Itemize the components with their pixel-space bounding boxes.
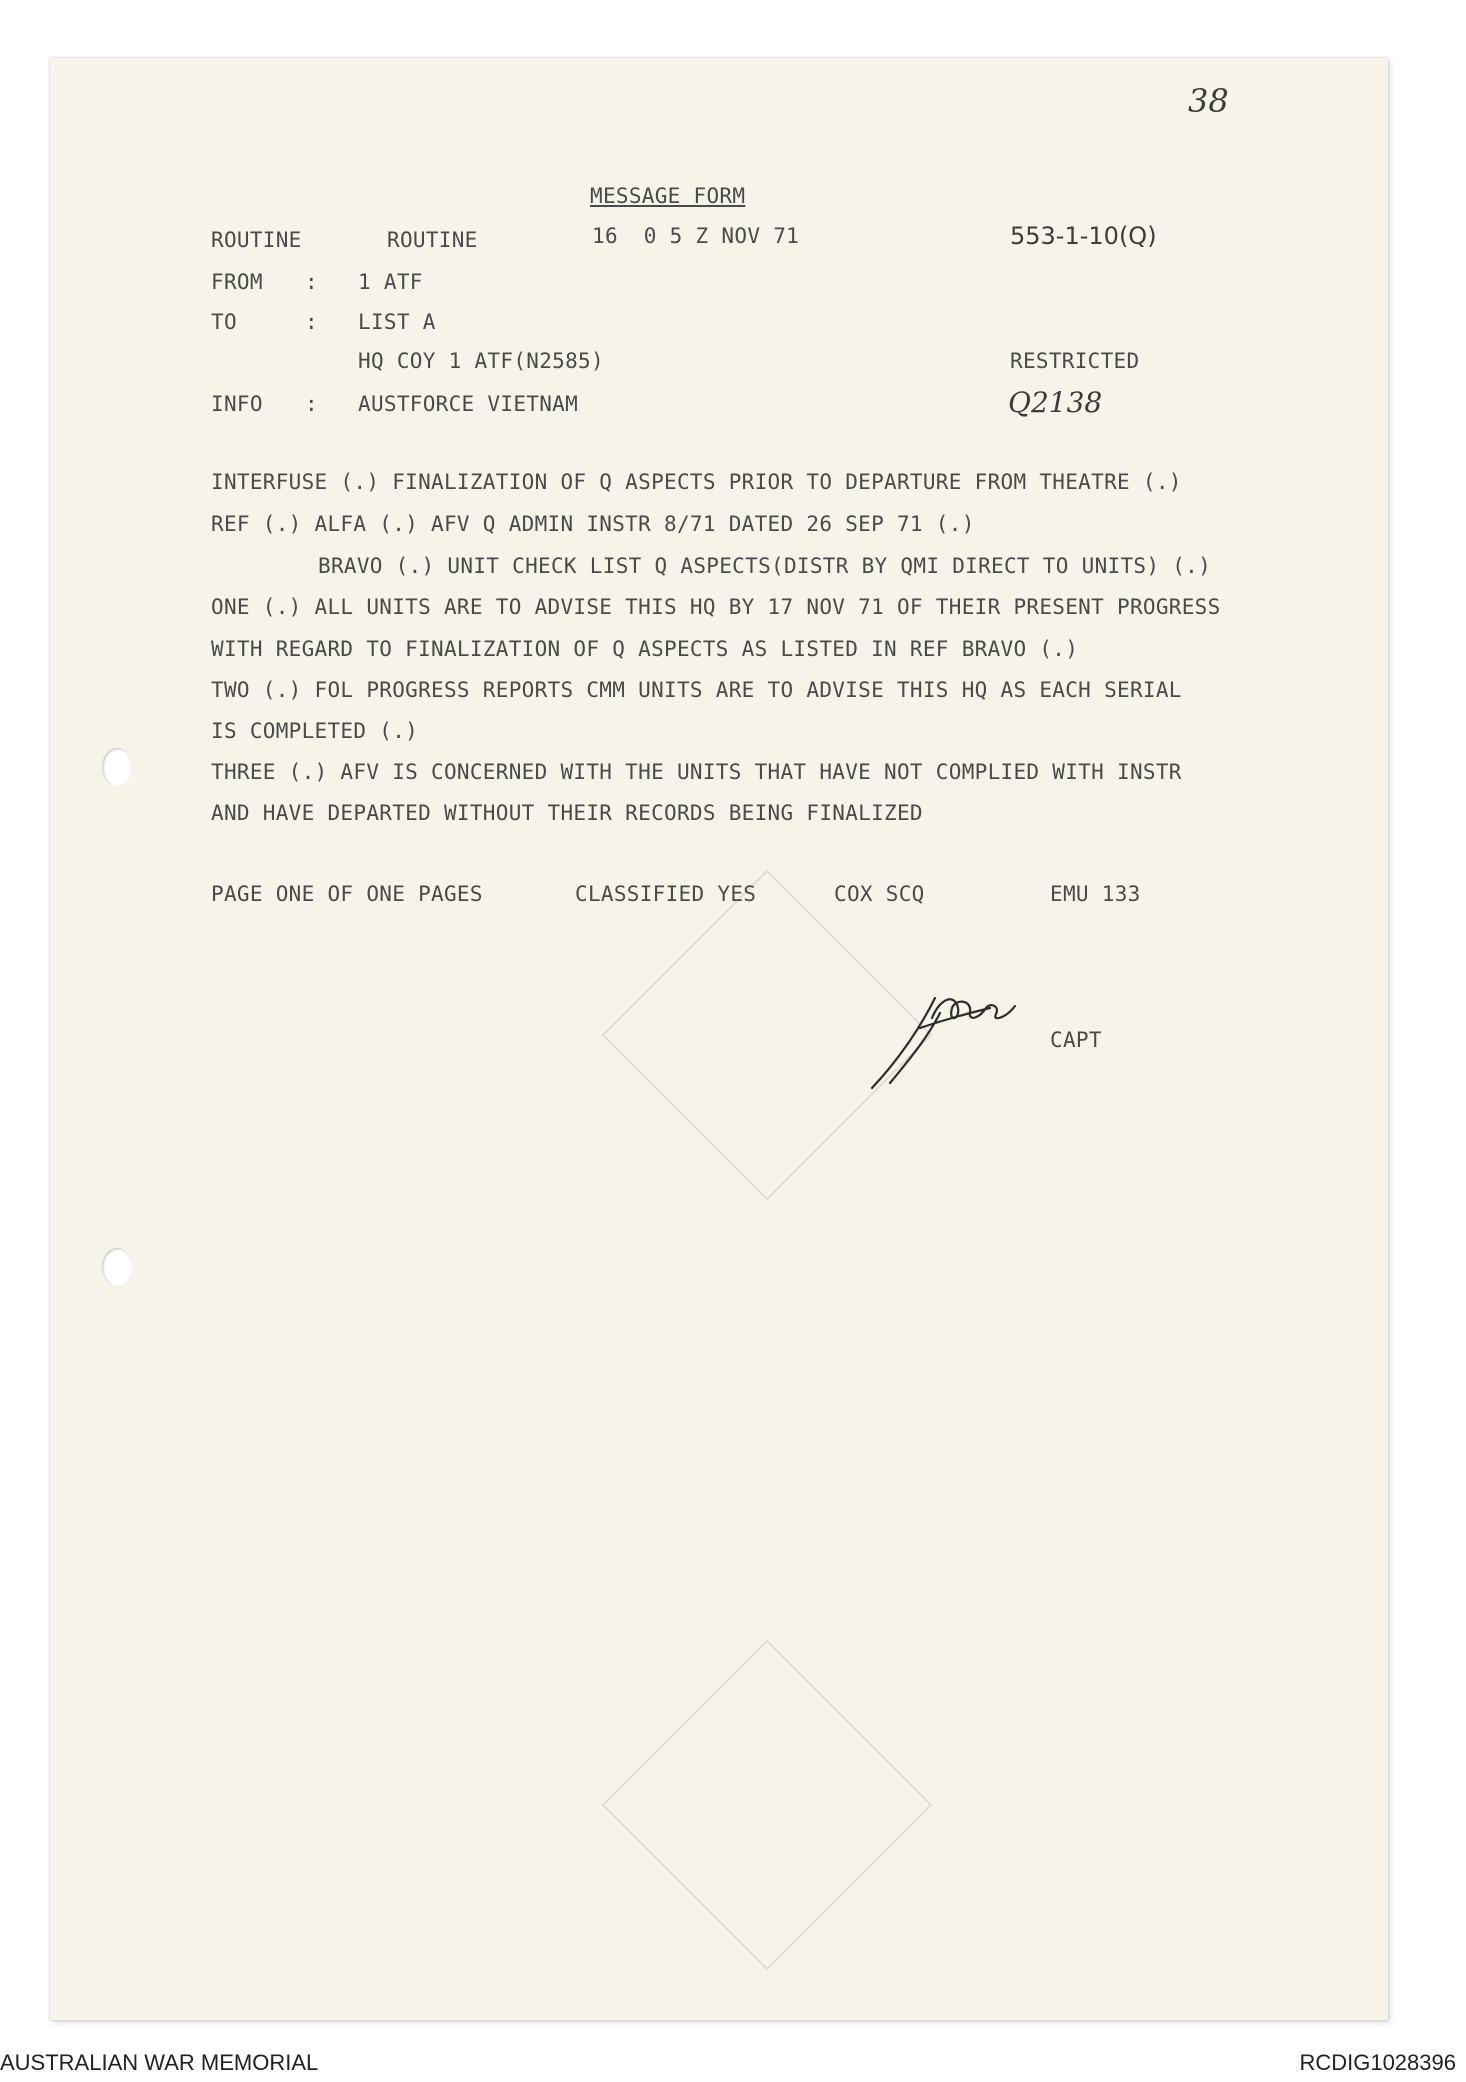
body-line: THREE (.) AFV IS CONCERNED WITH THE UNITS THAT HAVE NOT COMPLIED WITH INSTR	[211, 760, 1182, 784]
footer-left: AUSTRALIAN WAR MEMORIAL	[0, 2050, 319, 2075]
body-line: AND HAVE DEPARTED WITHOUT THEIR RECORDS BEING FINALIZED	[211, 801, 923, 825]
to-value: LIST A	[358, 310, 436, 334]
signature	[860, 978, 1030, 1098]
form-title: MESSAGE FORM	[590, 184, 746, 208]
classification: RESTRICTED	[1010, 349, 1140, 373]
body-line: WITH REGARD TO FINALIZATION OF Q ASPECTS AS LISTED IN REF BRAVO (.)	[211, 637, 1079, 661]
info-separator: :	[305, 392, 318, 416]
body-line: IS COMPLETED (.)	[211, 719, 419, 743]
to-separator: :	[305, 310, 318, 334]
info-label: INFO	[211, 392, 263, 416]
from-separator: :	[305, 270, 318, 294]
from-label: FROM	[211, 270, 263, 294]
body-line: ONE (.) ALL UNITS ARE TO ADVISE THIS HQ BY 17 NOV 71 OF THEIR PRESENT PROGRESS	[211, 595, 1221, 619]
date-time-group: 16 0 5 Z NOV 71	[592, 224, 800, 248]
emu-number: EMU 133	[1050, 882, 1141, 906]
body-line: INTERFUSE (.) FINALIZATION OF Q ASPECTS PRIOR TO DEPARTURE FROM THEATRE (.)	[211, 470, 1182, 494]
body-line: TWO (.) FOL PROGRESS REPORTS CMM UNITS ARE TO ADVISE THIS HQ AS EACH SERIAL	[211, 678, 1182, 702]
from-value: 1 ATF	[358, 270, 423, 294]
rank: CAPT	[1050, 1028, 1102, 1052]
info-value: AUSTFORCE VIETNAM	[358, 392, 579, 416]
classified-flag: CLASSIFIED YES	[575, 882, 757, 906]
to-label: TO	[211, 310, 237, 334]
precedence-1: ROUTINE	[211, 228, 302, 252]
document-page	[50, 58, 1388, 2020]
reference-number: 553-1-10(Q)	[1010, 222, 1157, 250]
body-line: BRAVO (.) UNIT CHECK LIST Q ASPECTS(DISTR BY QMI DIRECT TO UNITS) (.)	[318, 554, 1212, 578]
punch-hole-top	[102, 748, 132, 786]
to-value-2: HQ COY 1 ATF(N2585)	[358, 349, 604, 373]
punch-hole-bottom	[102, 1248, 132, 1286]
embossed-seal-lower	[602, 1640, 933, 1971]
q-number: Q2138	[1008, 386, 1103, 419]
precedence-2: ROUTINE	[387, 228, 478, 252]
footer-right: RCDIG1028396	[1299, 2050, 1456, 2075]
body-line: REF (.) ALFA (.) AFV Q ADMIN INSTR 8/71 DATED 26 SEP 71 (.)	[211, 512, 975, 536]
page-number: 38	[1188, 82, 1229, 120]
page-count: PAGE ONE OF ONE PAGES	[211, 882, 483, 906]
originator: COX SCQ	[834, 882, 925, 906]
